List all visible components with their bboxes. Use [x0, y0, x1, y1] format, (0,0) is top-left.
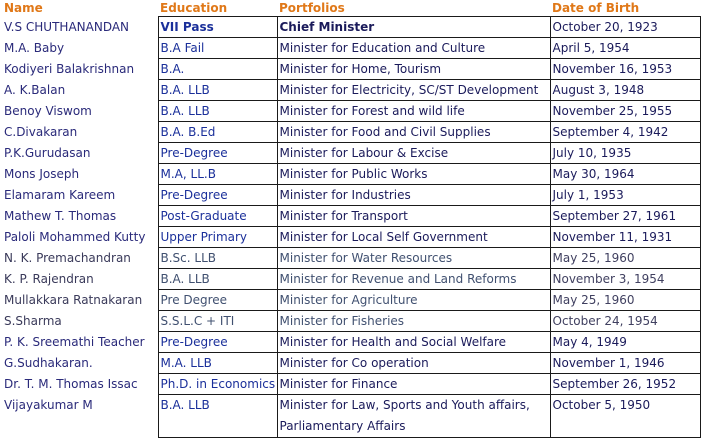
cell-dob: October 24, 1954 [550, 311, 700, 332]
cell-portfolio: Minister for Fisheries [277, 311, 550, 332]
cell-dob: May 30, 1964 [550, 164, 700, 185]
table-row [2, 17, 700, 38]
cell-education: S.S.L.C + ITI [158, 311, 277, 332]
table-row [2, 269, 700, 290]
cell-education: Upper Primary [158, 227, 277, 248]
table-row [2, 290, 700, 311]
cell-dob: November 11, 1931 [550, 227, 700, 248]
cell-dob: November 3, 1954 [550, 269, 700, 290]
cell-name: G.Sudhakaran. [4, 356, 93, 370]
table-row [2, 185, 700, 206]
table-row [2, 206, 700, 227]
table-row [2, 59, 700, 80]
cell-education: VII Pass [158, 17, 277, 38]
cell-name: Vijayakumar M [4, 397, 93, 412]
portfolio-line: Parliamentary Affairs [279, 419, 406, 433]
cell-dob: November 16, 1953 [550, 59, 700, 80]
cell-portfolio: Minister for Health and Social Welfare [277, 332, 550, 353]
cell-name: Kodiyeri Balakrishnan [4, 62, 135, 76]
cell-portfolio: Minister for Local Self Government [277, 227, 550, 248]
table-row [2, 311, 700, 332]
cell-name: N. K. Premachandran [4, 251, 131, 265]
cell-name: Mathew T. Thomas [4, 209, 117, 223]
cell-name: P. K. Sreemathi Teacher [4, 335, 145, 349]
header-name: Name [4, 1, 43, 16]
table-row [2, 80, 700, 101]
cell-education: Pre Degree [158, 290, 277, 311]
cell-education: B.A. LLB [158, 80, 277, 101]
cell-education: B.A. LLB [158, 395, 277, 438]
cell-portfolio: Minister for Finance [277, 374, 550, 395]
portfolio-line: Minister for Law, Sports and Youth affairs, [279, 398, 530, 412]
table-row [2, 38, 700, 59]
cell-dob: July 1, 1953 [550, 185, 700, 206]
cell-name: V.S CHUTHANANDAN [4, 20, 130, 34]
cell-dob: April 5, 1954 [550, 38, 700, 59]
cell-education: B.A. LLB [158, 269, 277, 290]
table-row [2, 164, 700, 185]
cell-dob: November 25, 1955 [550, 101, 700, 122]
cell-name: Dr. T. M. Thomas Issac [4, 377, 138, 391]
cell-portfolio: Minister for Public Works [277, 164, 550, 185]
cell-dob: May 25, 1960 [550, 290, 700, 311]
table-row [2, 248, 700, 269]
cell-name: K. P. Rajendran [4, 272, 94, 286]
cell-education: M.A, LL.B [158, 164, 277, 185]
cell-education: B.A Fail [158, 38, 277, 59]
cell-portfolio: Minister for Home, Tourism [277, 59, 550, 80]
cell-dob: November 1, 1946 [550, 353, 700, 374]
table-row [2, 332, 700, 353]
cell-education: Post-Graduate [158, 206, 277, 227]
cell-dob: October 5, 1950 [550, 395, 700, 438]
cell-portfolio: Minister for Electricity, SC/ST Development [277, 80, 550, 101]
table-row [2, 353, 700, 374]
cell-dob: July 10, 1935 [550, 143, 700, 164]
cell-education: B.A. [158, 59, 277, 80]
cell-dob: May 25, 1960 [550, 248, 700, 269]
table-row [2, 101, 700, 122]
cell-education: Pre-Degree [158, 185, 277, 206]
cell-portfolio: Minister for Co operation [277, 353, 550, 374]
cell-name: Elamaram Kareem [4, 188, 116, 202]
cell-education: M.A. LLB [158, 353, 277, 374]
header-portfolios: Portfolios [279, 1, 345, 15]
cell-name: A. K.Balan [4, 83, 66, 97]
cell-name: Mullakkara Ratnakaran [4, 293, 143, 307]
table-row [2, 374, 700, 395]
cell-portfolio: Minister for Food and Civil Supplies [277, 122, 550, 143]
cell-dob: September 26, 1952 [550, 374, 700, 395]
cell-name: C.Divakaran [4, 125, 78, 139]
cell-education: B.A. LLB [158, 101, 277, 122]
cell-portfolio: Minister for Industries [277, 185, 550, 206]
cell-portfolio: Chief Minister [277, 17, 550, 38]
cell-education: Pre-Degree [158, 143, 277, 164]
cell-education: B.A. B.Ed [158, 122, 277, 143]
cell-portfolio: Minister for Agriculture [277, 290, 550, 311]
cell-portfolio [277, 395, 550, 438]
table-row [2, 122, 700, 143]
cell-portfolio: Minister for Transport [277, 206, 550, 227]
cell-name: Benoy Viswom [4, 104, 92, 118]
cell-name: P.K.Gurudasan [4, 146, 91, 160]
cell-dob: August 3, 1948 [550, 80, 700, 101]
header-row [2, 0, 700, 17]
cell-portfolio: Minister for Forest and wild life [277, 101, 550, 122]
cell-portfolio: Minister for Water Resources [277, 248, 550, 269]
cell-name: Mons Joseph [4, 167, 80, 181]
cell-name: Paloli Mohammed Kutty [4, 230, 146, 244]
cell-dob: September 27, 1961 [550, 206, 700, 227]
cell-portfolio: Minister for Education and Culture [277, 38, 550, 59]
cell-portfolio: Minister for Revenue and Land Reforms [277, 269, 550, 290]
table-row [2, 395, 700, 438]
cell-education: Ph.D. in Economics [158, 374, 277, 395]
ministers-table [2, 0, 701, 438]
cell-name: S.Sharma [4, 314, 62, 328]
header-education: Education [160, 1, 228, 15]
cell-name: M.A. Baby [4, 41, 65, 55]
cell-education: B.Sc. LLB [158, 248, 277, 269]
cell-dob: May 4, 1949 [550, 332, 700, 353]
cell-dob: October 20, 1923 [550, 17, 700, 38]
table-row [2, 143, 700, 164]
header-dob: Date of Birth [552, 1, 640, 15]
cell-portfolio: Minister for Labour & Excise [277, 143, 550, 164]
cell-education: Pre-Degree [158, 332, 277, 353]
cell-dob: September 4, 1942 [550, 122, 700, 143]
table-row [2, 227, 700, 248]
